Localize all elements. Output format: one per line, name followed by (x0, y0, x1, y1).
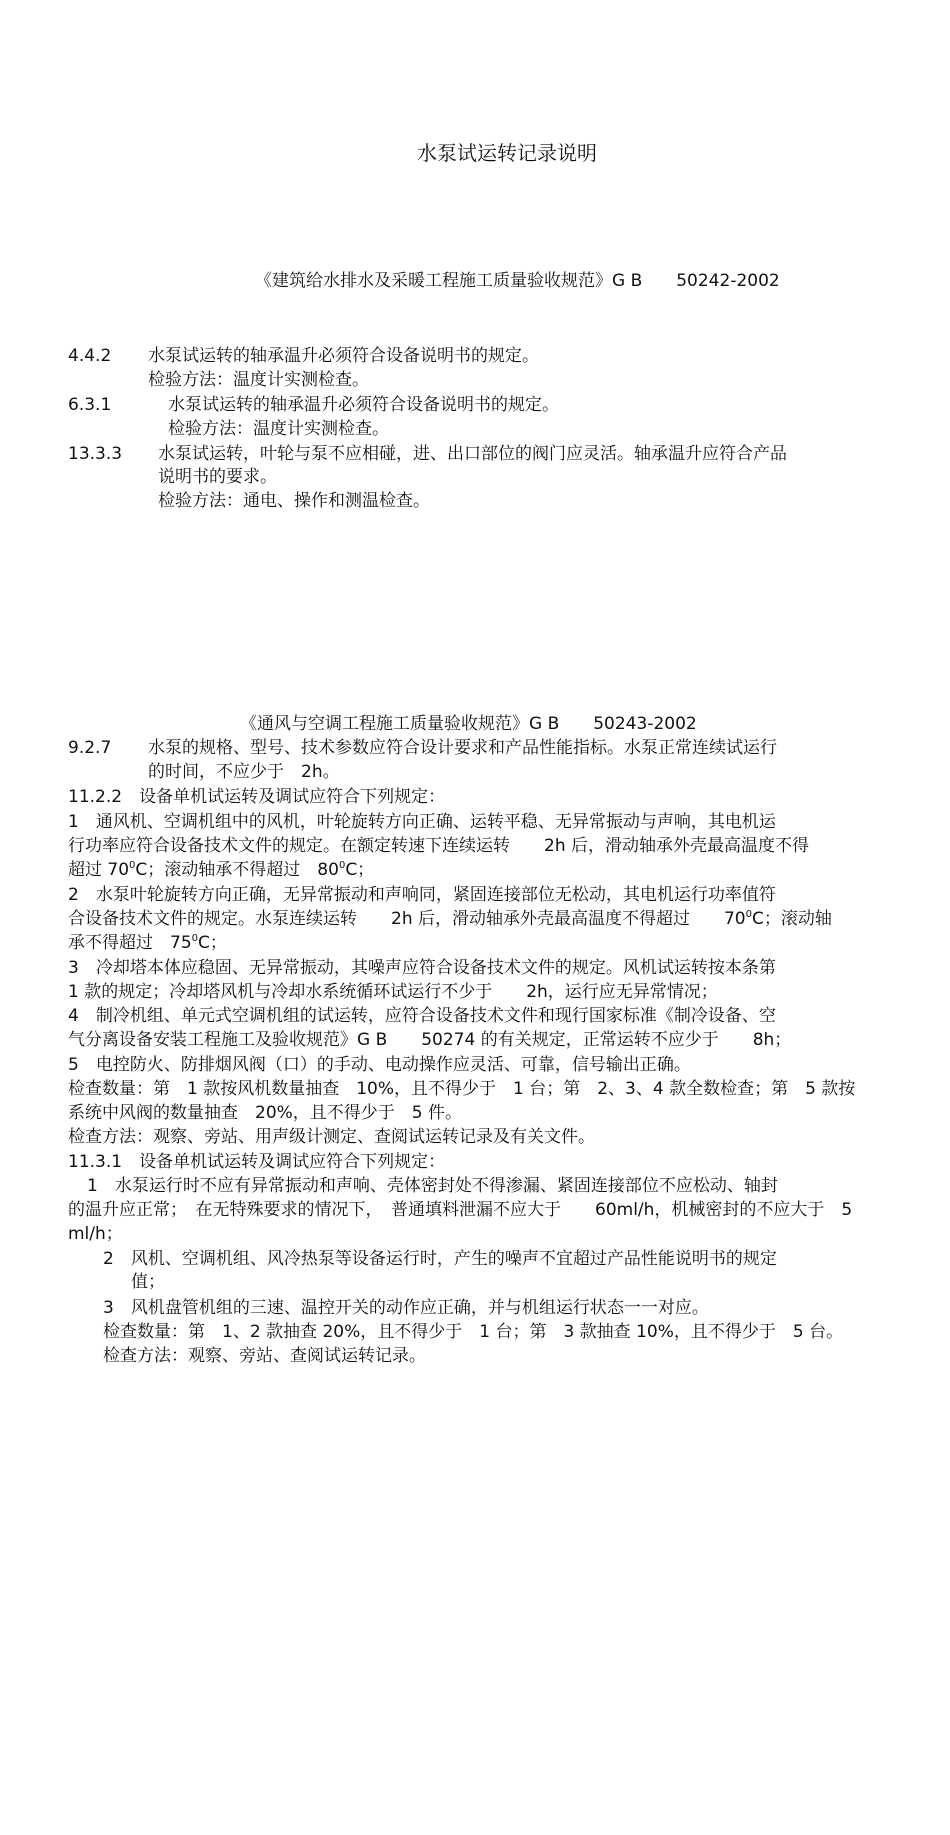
inspection-method: 检验方法：通电、操作和测温检查。 (158, 491, 430, 511)
standard-heading-gb50242: 《建筑给水排水及采暖工程施工质量验收规范》G B 50242-2002 (255, 271, 780, 291)
clause-heading: 11.3.1 设备单机试运转及调试应符合下列规定： (68, 1152, 446, 1172)
list-item: 3 风机盘管机组的三速、温控开关的动作应正确，并与机组运行状态一一对应。 (103, 1298, 709, 1318)
list-item: 2 水泵叶轮旋转方向正确，无异常振动和声响同，紧固连接部位无松动，其电机运行功率值符 (68, 885, 776, 905)
text-fragment: 超过 70 (68, 860, 130, 880)
clause-heading: 11.2.2 设备单机试运转及调试应符合下列规定： (68, 787, 446, 807)
clause-text: 水泵的规格、型号、技术参数应符合设计要求和产品性能指标。水泵正常连续试运行 (148, 738, 777, 758)
list-item: 1 水泵运行时不应有异常振动和声响、壳体密封处不得渗漏、紧固连接部位不应松动、轴封 (87, 1176, 778, 1196)
list-item: 2 风机、空调机组、风冷热泵等设备运行时，产生的噪声不宜超过产品性能说明书的规定 (103, 1249, 777, 1269)
clause-number: 4.4.2 (68, 346, 112, 366)
clause-text: 水泵试运转的轴承温升必须符合设备说明书的规定。 (168, 395, 559, 415)
page-title: 水泵试运转记录说明 (417, 141, 597, 165)
clause-text: 说明书的要求。 (158, 467, 277, 487)
list-item: 值； (131, 1272, 165, 1292)
list-item: 气分离设备安装工程施工及验收规范》G B 50274 的有关规定，正常运转不应少于 8h； (68, 1030, 792, 1050)
clause-number: 6.3.1 (68, 395, 112, 415)
text-fragment: C；滚动轴承不得超过 80 (135, 860, 339, 880)
list-item: 1 款的规定；冷却塔风机与冷却水系统循环试运行不少于 2h，运行应无异常情况； (68, 982, 718, 1002)
list-item: 1 通风机、空调机组中的风机，叶轮旋转方向正确、运转平稳、无异常振动与声响，其电机运 (68, 812, 776, 832)
list-item: 5 电控防火、防排烟风阀（口）的手动、电动操作应灵活、可靠，信号输出正确。 (68, 1055, 691, 1075)
list-item: 4 制冷机组、单元式空调机组的试运转，应符合设备技术文件和现行国家标准《制冷设备、空 (68, 1006, 776, 1026)
degree-mark: 0 (745, 909, 752, 920)
clause-number: 13.3.3 (68, 444, 123, 464)
list-item: ml/h； (68, 1224, 123, 1244)
list-item: 3 冷却塔本体应稳固、无异常振动，其噪声应符合设备技术文件的规定。风机试运转按本条第 (68, 958, 776, 978)
degree-mark: 0 (129, 860, 136, 871)
text-fragment: C； (345, 860, 375, 880)
standard-heading-gb50243: 《通风与空调工程施工质量验收规范》G B 50243-2002 (240, 714, 697, 734)
degree-mark: 0 (191, 933, 199, 944)
inspection-method: 检查方法：观察、旁站、查阅试运转记录。 (103, 1346, 426, 1366)
text-fragment: 承不得超过 75 (68, 933, 192, 953)
clause-number: 9.2.7 (68, 738, 112, 758)
list-item: 行功率应符合设备技术文件的规定。在额定转速下连续运转 2h 后，滑动轴承外壳最高温度不得 (68, 836, 809, 856)
list-item: 的温升应正常； 在无特殊要求的情况下， 普通填料泄漏不应大于 60ml/h，机械密封的不应大于 5 (68, 1200, 853, 1220)
inspection-method: 检验方法：温度计实测检查。 (168, 419, 389, 439)
inspection-quantity: 检查数量：第 1 款按风机数量抽查 10%，且不得少于 1 台；第 2、3、4 款全数检查；第 5 款按 (68, 1079, 856, 1099)
inspection-method: 检查方法：观察、旁站、用声级计测定、查阅试运转记录及有关文件。 (68, 1127, 595, 1147)
clause-text: 的时间，不应少于 2h。 (148, 762, 340, 782)
inspection-quantity: 系统中风阀的数量抽查 20%，且不得少于 5 件。 (68, 1103, 463, 1123)
list-item (68, 908, 832, 930)
clause-text: 水泵试运转的轴承温升必须符合设备说明书的规定。 (148, 346, 539, 366)
list-item (68, 859, 374, 881)
list-item (68, 932, 227, 954)
text-fragment: 合设备技术文件的规定。水泵连续运转 2h 后，滑动轴承外壳最高温度不得超过 70 (68, 909, 746, 929)
inspection-method: 检验方法：温度计实测检查。 (148, 370, 369, 390)
text-fragment: C； (198, 933, 227, 953)
text-fragment: C；滚动轴 (752, 909, 832, 929)
degree-mark: 0 (338, 860, 346, 871)
inspection-quantity: 检查数量：第 1、2 款抽查 20%，且不得少于 1 台；第 3 款抽查 10%，且不得少于 5 台。 (103, 1322, 844, 1342)
clause-text: 水泵试运转，叶轮与泵不应相碰，进、出口部位的阀门应灵活。轴承温升应符合产品 (158, 444, 787, 464)
